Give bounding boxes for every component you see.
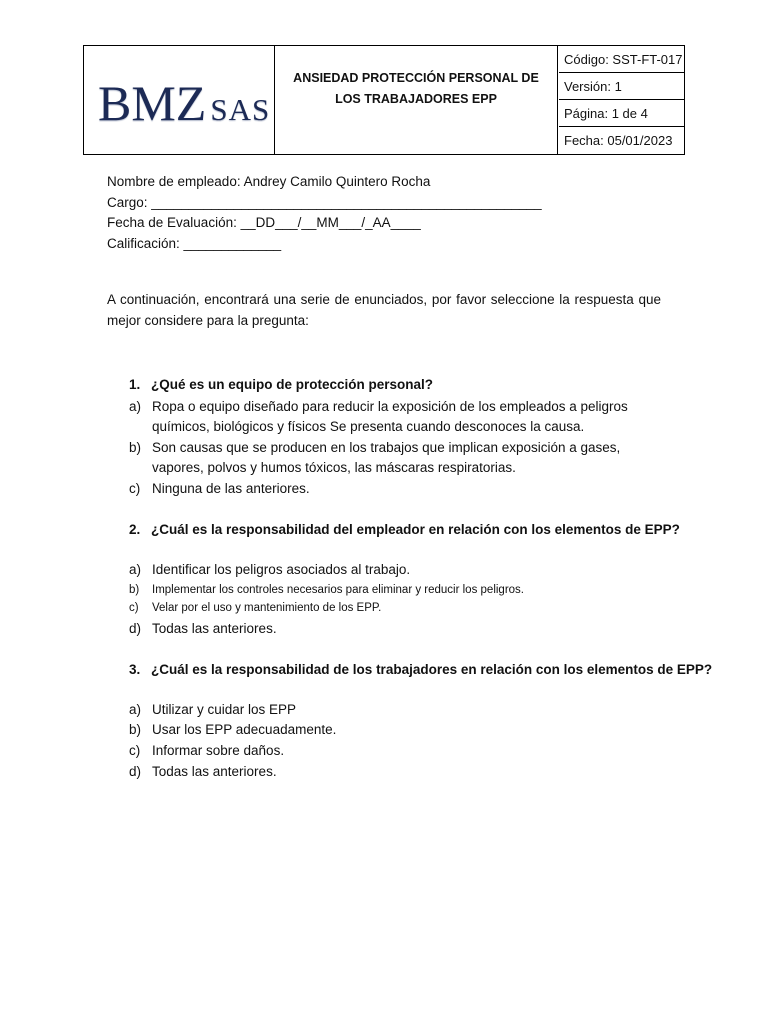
question-number: 3. [129, 662, 141, 677]
question-text: ¿Cuál es la responsabilidad del empleador en relación con los elementos de EPP? [151, 522, 680, 537]
question-1-option-a: a) Ropa o equipo diseñado para reducir la exposición de los empleados a peligros químicos, biológicos y físicos Se presenta cuando desconoces la causa. [129, 399, 628, 434]
meta-version: Versión: 1 [559, 73, 684, 100]
intro-paragraph: A continuación, encontrará una serie de enunciados, por favor seleccione la respuesta que mejor considere para la pregunta: [107, 292, 661, 328]
document-header [83, 45, 685, 155]
question-3-option-a: a) Utilizar y cuidar los EPP [129, 702, 297, 717]
question-2-option-b: b) Implementar los controles necesarios para eliminar y reducir los peligros. [129, 584, 524, 596]
meta-fecha: Fecha: 05/01/2023 [564, 133, 673, 148]
question-text: ¿Qué es un equipo de protección personal? [151, 377, 434, 392]
question-3-option-b: b) Usar los EPP adecuadamente. [129, 722, 337, 737]
meta-pagina: Página: 1 de 4 [559, 100, 684, 127]
question-2-option-a: a) Identificar los peligros asociados al trabajo. [129, 562, 411, 577]
company-logo: BMZ SAS [98, 75, 271, 131]
question-number: 2. [129, 522, 141, 537]
document-meta [559, 46, 684, 154]
question-3-option-d: d) Todas las anteriores. [129, 764, 277, 779]
employee-name: Nombre de empleado: Andrey Camilo Quintero Rocha [107, 174, 431, 189]
question-number: 1. [129, 377, 141, 392]
question-text: ¿Cuál es la responsabilidad de los trabajadores en relación con los elementos de EPP? [151, 662, 713, 677]
evaluation-date-field: Fecha de Evaluación: __DD___/__MM___/_AA____ [107, 215, 421, 230]
document-title: ANSIEDAD PROTECCIÓN PERSONAL DE LOS TRABAJADORES EPP [275, 46, 558, 154]
question-1-option-c: c) Ninguna de las anteriores. [129, 481, 310, 496]
question-1 [129, 377, 433, 392]
question-2 [129, 522, 680, 537]
company-logo-cell [84, 46, 275, 154]
question-3-option-c: c) Informar sobre daños. [129, 743, 285, 758]
meta-codigo: Código: SST-FT-017 [559, 46, 684, 73]
question-1-option-b: b) Son causas que se producen en los trabajos que implican exposición a gases, vapores, polvos y humos tóxicos, las máscaras respiratorias. [129, 440, 621, 475]
score-field: Calificación: _____________ [107, 236, 282, 251]
question-2-option-d: d) Todas las anteriores. [129, 621, 277, 636]
employee-position-field: Cargo: ____________________________________________________ [107, 195, 542, 210]
question-2-option-c: c) Velar por el uso y mantenimiento de los EPP. [129, 602, 382, 614]
question-3 [129, 662, 712, 677]
